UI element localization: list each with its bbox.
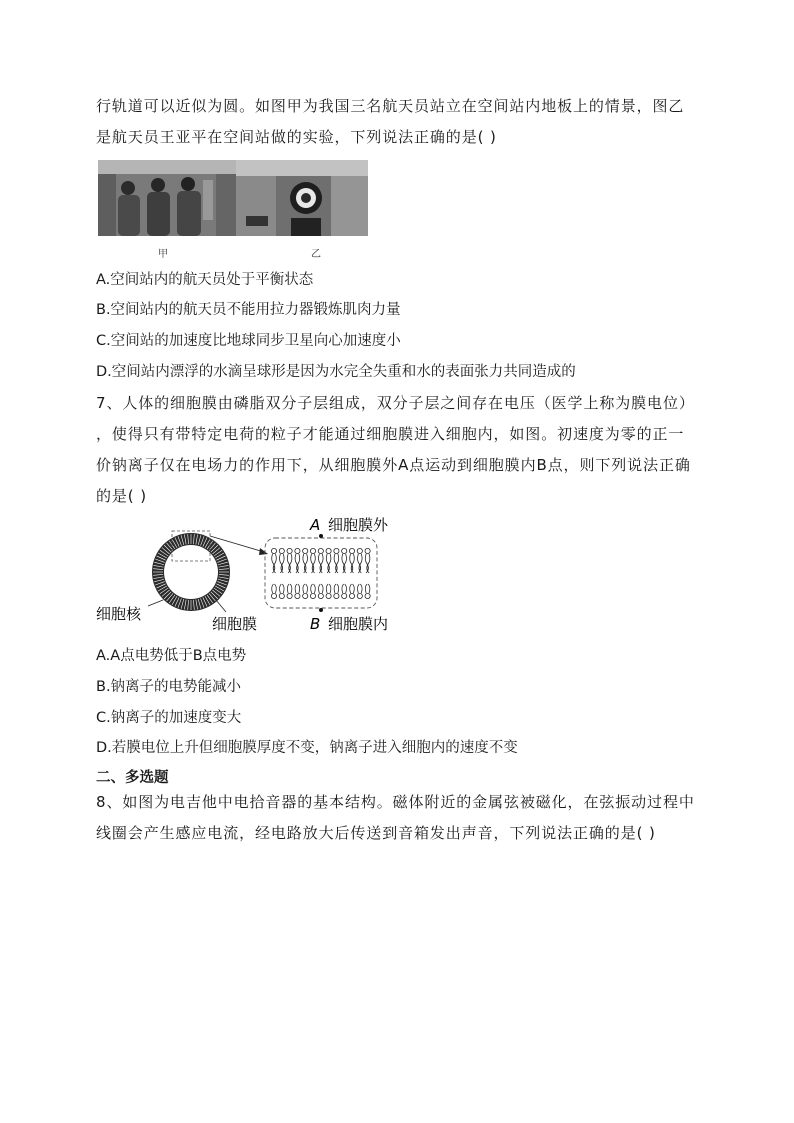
q6-option-c: C.空间站的加速度比地球同步卫星向心加速度小	[96, 333, 401, 349]
section-heading-multiple-choice: 二、多选题	[96, 770, 169, 786]
q7-stem-line3: 价钠离子仅在电场力的作用下，从细胞膜外A点运动到细胞膜内B点，则下列说法正确	[96, 456, 691, 474]
q7-stem-line4: 的是( )	[96, 487, 147, 505]
nucleus-leader-line	[148, 600, 163, 606]
membrane-ring	[152, 533, 230, 611]
label-nucleus: 细胞核	[96, 605, 142, 623]
q6-option-d: D.空间站内漂浮的水滴呈球形是因为水完全失重和水的表面张力共同造成的	[96, 364, 576, 380]
q6-stem-line1: 行轨道可以近似为圆。如图甲为我国三名航天员站立在空间站内地板上的情景，图乙	[96, 97, 685, 115]
q7-option-a: A.A点电势低于B点电势	[96, 648, 247, 664]
figure-caption-jia: 甲	[158, 249, 168, 260]
q8-stem-line1: 8、如图为电吉他中电拾音器的基本结构。磁体附近的金属弦被磁化，在弦振动过程中	[96, 793, 695, 811]
q7-option-c: C.钠离子的加速度变大	[96, 710, 242, 726]
point-b-marker	[319, 608, 323, 612]
membrane-leader-line	[216, 600, 226, 612]
water-sphere-photo	[236, 160, 368, 236]
q7-stem-line1: 7、人体的细胞膜由磷脂双分子层组成，双分子层之间存在电压（医学上称为膜电位）	[96, 394, 695, 412]
arrowhead	[259, 548, 268, 555]
q6-option-b: B.空间站内的航天员不能用拉力器锻炼肌肉力量	[96, 302, 401, 318]
astronauts-photo	[98, 160, 236, 236]
q6-stem-line2: 是航天员王亚平在空间站做的实验，下列说法正确的是( )	[96, 128, 497, 146]
q7-option-b: B.钠离子的电势能减小	[96, 679, 242, 695]
cell-membrane-diagram	[92, 512, 412, 638]
q8-stem-line2: 线圈会产生感应电流，经电路放大后传送到音箱发出声音，下列说法正确的是( )	[96, 824, 656, 842]
label-point-b: B	[310, 615, 321, 633]
label-outside-membrane: 细胞膜外	[328, 516, 389, 534]
point-a-marker	[319, 534, 323, 538]
label-inside-membrane: 细胞膜内	[328, 615, 389, 633]
lipid-bilayer	[271, 548, 370, 598]
figure-caption-yi: 乙	[311, 249, 321, 260]
label-point-a: A	[310, 516, 321, 534]
q7-option-d: D.若膜电位上升但细胞膜厚度不变，钠离子进入细胞内的速度不变	[96, 740, 518, 756]
q6-option-a: A.空间站内的航天员处于平衡状态	[96, 272, 314, 288]
q7-stem-line2: ，使得只有带特定电荷的粒子才能通过细胞膜进入细胞内，如图。初速度为零的正一	[96, 425, 685, 443]
label-membrane: 细胞膜	[212, 615, 258, 633]
